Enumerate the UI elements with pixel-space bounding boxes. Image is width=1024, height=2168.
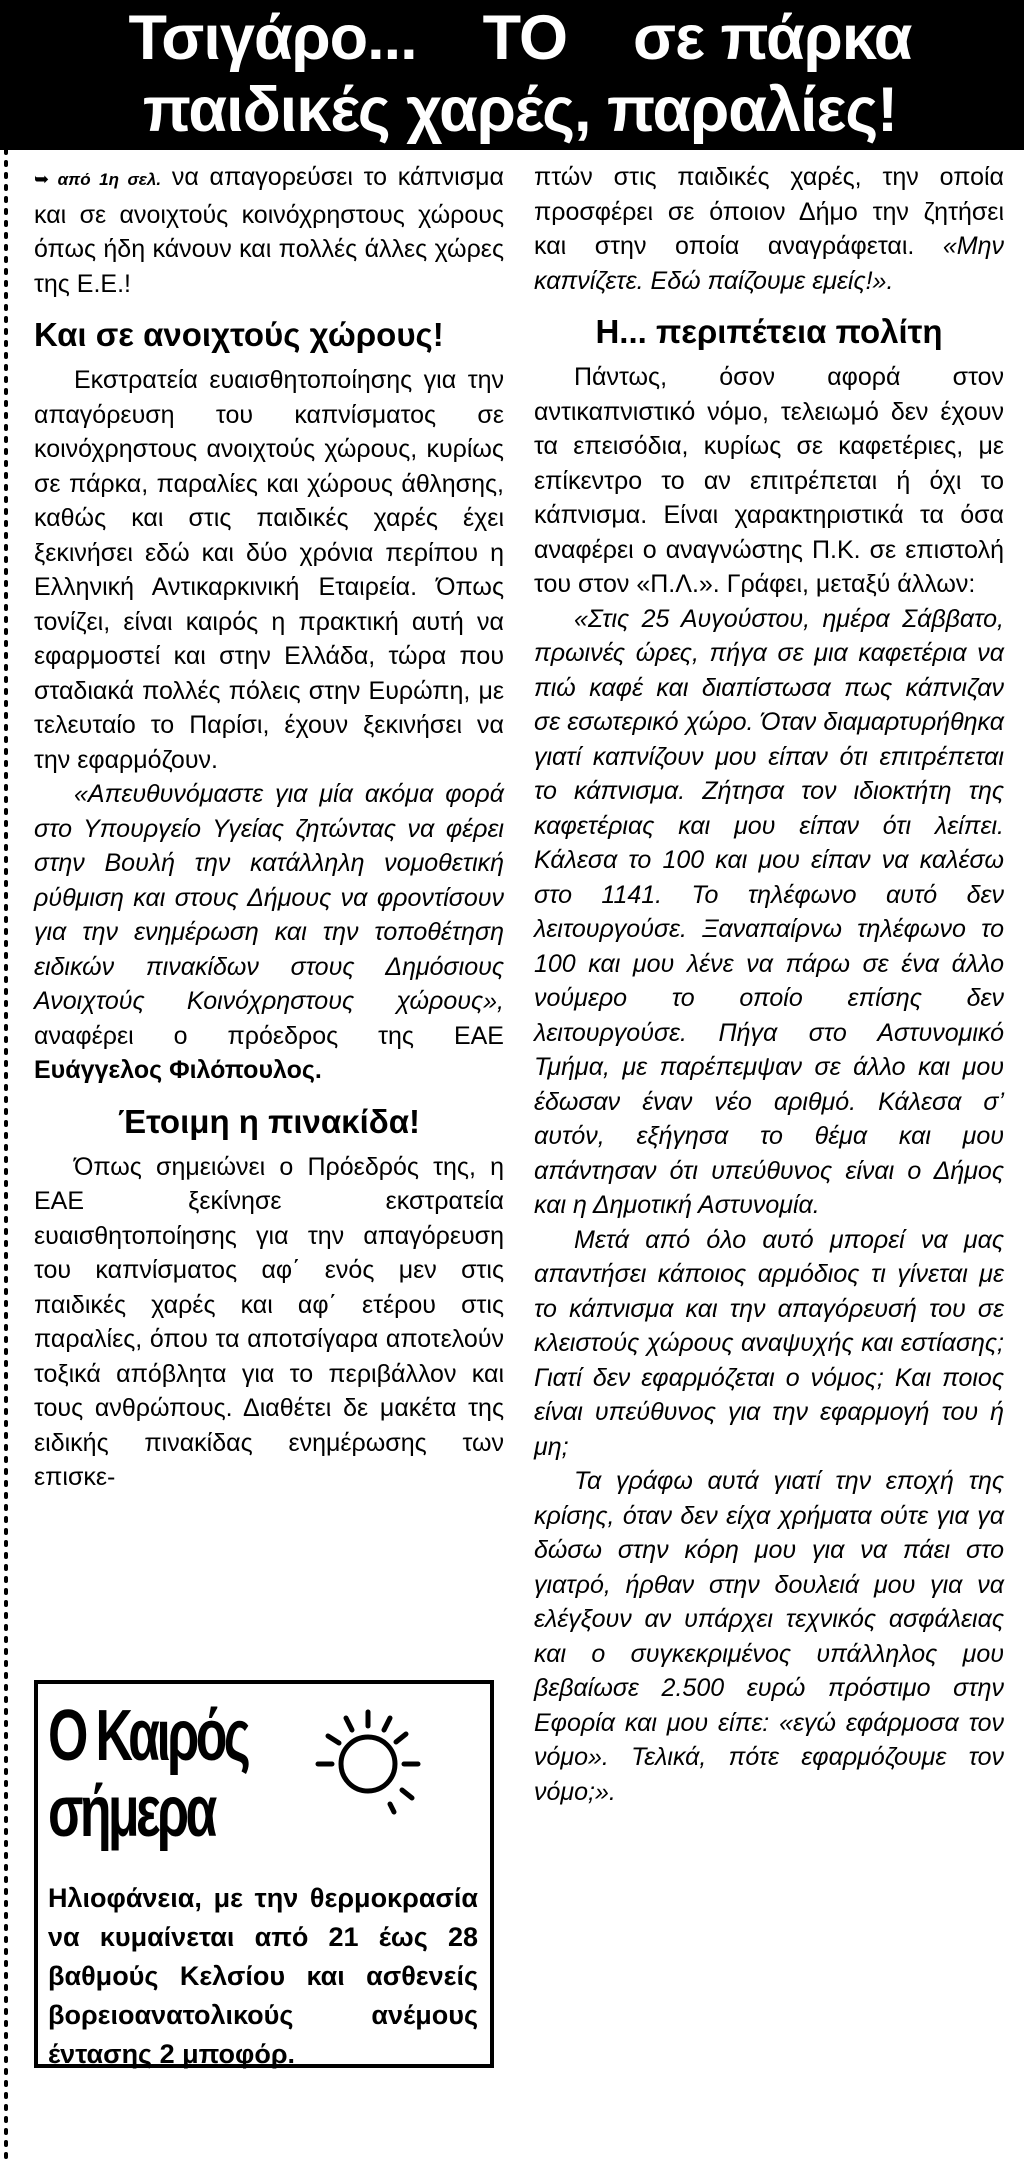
weather-title <box>48 1698 247 1850</box>
weather-forecast-text: Ηλιοφάνεια, με την θερμοκρασία να κυμαίνεται από 21 έως 28 βαθμούς Κελσίου και ασθενείς βορειοανατολικούς ανέμους έντασης 2 μποφόρ. <box>48 1883 478 2069</box>
left-column <box>34 160 504 1495</box>
sign-paragraph-cont-text: πτών στις παιδικές χαρές, την οποία προσφέρει σε όποιον Δήμο την ζητήσει και στην οποία αναγράφεται. <box>534 163 1004 260</box>
president-name: Ευάγγελος Φιλόπουλος. <box>34 1056 322 1084</box>
arrow-right-icon: ➥ <box>34 169 50 189</box>
campaign-paragraph: Εκστρατεία ευαισθητοποίησης για την απαγόρευση του καπνίσματος σε κοινόχρηστους ανοιχτούς χώρους, κυρίως σε πάρκα, παραλίες και χώρους άθλησης, καθώς και στις παιδικές χαρές έχει ξεκινήσει εδώ και δύο χρόνια περίπου η Ελληνική Αντικαρκινική Εταιρεία. Όπως τονίζει, είναι καιρός η πρακτική αυτή να εφαρμοστεί και στην Ελλάδα, τώρα που σταδιακά πολλές πόλεις στην Ευρώπη, με τελευταίο το Παρίσι, έχουν ξεκινήσει να την εφαρμόζουν. <box>34 366 504 774</box>
headline-line-1: Τσιγάρο... ΤΟ σε πάρκα <box>128 3 912 73</box>
right-column <box>534 160 1004 1809</box>
letter-paragraph-3: Τα γράφω αυτά γιατί την εποχή της κρίσης, όταν δεν είχα χρήματα ούτε για γα δώσω στην κόρη μου για να πάει στο γιατρό, ήρθαν στην δουλειά μου για να ελέγξουν αν υπάρχει τεχνικός ασφάλειας και ο συγκεκριμένος υπάλληλος μου βεβαίωσε 2.500 ευρώ πρόστιμο στην Εφορία και μου είπε: «εγώ εφάρμοσα τον νόμο». Τελικά, πότε εφαρμόζουμε τον νόμο;». <box>534 1467 1004 1806</box>
page-reference: ➥ από 1η σελ. <box>34 169 162 189</box>
sign-paragraph-continued <box>534 160 1004 298</box>
headline-banner <box>0 0 1024 150</box>
section-heading-sign-ready: Έτοιμη η πινακίδα! <box>117 1102 421 1140</box>
section-heading-citizen-adventure: Η... περιπέτεια πολίτη <box>595 313 943 350</box>
headline <box>20 2 1020 146</box>
weather-title-line-1: Ο Καιρός <box>48 1696 248 1776</box>
sign-paragraph: Όπως σημειώνει ο Πρόεδρός της, η ΕΑΕ ξεκίνησε εκστρατεία ευαισθητοποίησης για την απαγόρευση του καπνίσματος αφ΄ ενός μεν στις παιδικές χαρές και αφ΄ ετέρου στις παραλίες, όπου τα αποτσίγαρα αποτελούν τοξικά απόβλητα για το περιβάλλον και τους ανθρώπους. Διαθέτει δε μακέτα της ειδικής πινακίδας ενημέρωσης των επισκε- <box>34 1152 504 1491</box>
sign-slogan: «Μην καπνίζετε. Εδώ παίζουμε εμείς!». <box>534 232 1005 295</box>
intro-text: να απαγορεύσει το κάπνισμα και σε ανοιχτούς κοινόχρηστους χώρους όπως ήδη κάνουν και πολλές άλλες χώρες της Ε.Ε.! <box>34 163 504 298</box>
section-heading-open-spaces: Και σε ανοιχτούς χώρους! <box>34 316 444 353</box>
intro-paragraph <box>34 160 504 301</box>
sun-icon <box>308 1706 428 1816</box>
weather-box <box>34 1680 494 2068</box>
quote-attribution: αναφέρει ο πρόεδρος της ΕΑΕ <box>34 1021 504 1050</box>
dotted-margin-rule <box>2 0 10 2168</box>
letter-paragraph-2: Μετά από όλο αυτό μπορεί να μας απαντήσει κάποιος αρμόδιος τι γίνεται με το κάπνισμα και την απαγόρευσή του σε κλειστούς χώρους αναψυχής και εστίασης; Γιατί δεν εφαρμόζεται ο νόμος; Και ποιος είναι υπεύθυνος για την εφαρμογή του ή μη; <box>534 1225 1004 1461</box>
headline-line-2: παιδικές χαρές, παραλίες! <box>142 75 898 145</box>
letter-paragraph-1: «Στις 25 Αυγούστου, ημέρα Σάββατο, πρωινές ώρες, πήγα σε μια καφετέρια να πιώ καφέ και διαπίστωσα πως κάπνιζαν σε εσωτερικό χώρο. Όταν διαμαρτυρήθηκα γιατί καπνίζουν μου είπαν ότι επιτρέπεται το κάπνισμα. Ζήτησα τον ιδιοκτήτη της καφετέριας και μου είπαν ότι λείπει. Κάλεσα το 100 και μου είπαν να καλέσω στο 1141. Το τηλέφωνο αυτό δεν λειτουργούσε. Ξαναπαίρνω τηλέφωνο το 100 και μου λένε να πάρω σε ένα άλλο νούμερο το οποίο επίσης δεν λειτουργούσε. Πήγα στο Αστυνομικό Τμήμα, με παρέπεμψαν σε άλλο και μου έδωσαν έναν νέο αριθμό. Κάλεσα σ’ αυτόν, εξήγησα το θέμα και μου απάντησαν ότι υπεύθυνος είναι ο Δήμος και η Δημοτική Αστυνομία. <box>534 604 1004 1219</box>
president-quote: «Απευθυνόμαστε για μία ακόμα φορά στο Υπουργείο Υγείας ζητώντας να φέρει στην Βουλή την κατάλληλη νομοθετική ρύθμιση και στους Δήμους να φροντίσουν για την ενημέρωση και την τοποθέτηση ειδικών πινακίδων στους Δημόσιους Ανοιχτούς Κοινόχρηστους χώρους», <box>34 780 504 1015</box>
citizen-intro-paragraph: Πάντως, όσον αφορά στον αντικαπνιστικό νόμο, τελειωμό δεν έχουν τα επεισόδια, κυρίως σε καφετέριες, με επίκεντρο το αν επιτρέπεται ή όχι το κάπνισμα. Είναι χαρακτηριστικά τα όσα αναφέρει ο αναγνώστης Π.Κ. σε επιστολή του στον «Π.Λ.». Γράφει, μεταξύ άλλων: <box>534 363 1004 598</box>
weather-title-line-2: σήμερα <box>48 1772 214 1852</box>
quote-paragraph <box>34 777 504 1088</box>
